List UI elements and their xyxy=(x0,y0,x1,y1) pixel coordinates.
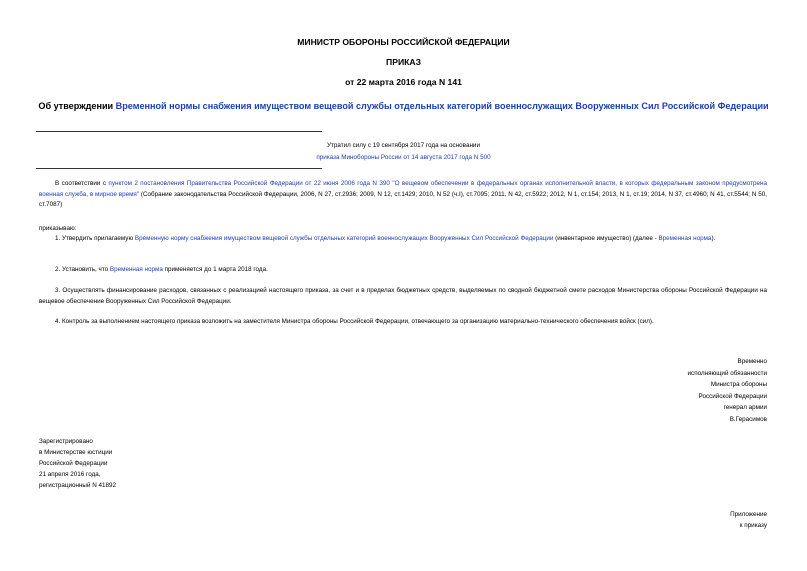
signature-line: В.Герасимов xyxy=(729,415,767,423)
item-1-text-2: (инвентарное имущество) (далее - xyxy=(553,235,659,242)
item-4: 4. Контроль за выполнением настоящего приказа возложить на заместителя Министра обороны Российской Федерации, отвечающего за организацию материально-технического обеспечения войск (сил). xyxy=(55,318,654,325)
document-title xyxy=(30,101,777,111)
item-2 xyxy=(39,265,767,276)
item-3: 3. Осуществлять финансирование расходов, связанных с реализацией настоящего приказа, за счет и в пределах бюджетных средств, выделяемых по сводной бюджетной смете расходов Министерства обороны Российской Федерации на вещевое обеспечение Вооруженных Сил Российской Федерации. xyxy=(39,287,767,305)
registration-line: регистрационный N 41892 xyxy=(39,482,117,489)
order-word: приказываю: xyxy=(39,225,77,232)
item-2-text-2: применяется до 1 марта 2018 года. xyxy=(162,266,268,273)
item-2-link[interactable]: Временная норма xyxy=(109,266,163,273)
status-line: Утратил силу с 19 сентября 2017 года на основании xyxy=(327,142,480,149)
item-1-text: 1. Утвердить прилагаемую xyxy=(55,235,135,242)
item-1 xyxy=(39,234,767,245)
divider-bottom xyxy=(36,168,322,169)
status-link[interactable]: приказа Минобороны России от 14 августа 2017 года N 500 xyxy=(316,154,491,161)
preamble-text-2: (Собрание законодательства Российской Федерации, 2006, N 27, ст.2936; 2009, N 12, ст.1429; 2010, N 52 (ч.I), ст.7095; 2011, N 42, ст.5922; 2012, N 1, ст.154; 2013, N 1, ст.19; 2014, N 37, ст.4960; N 41, ст.5544; N 50, ст.7087) xyxy=(39,190,767,208)
signature-line: Министра обороны xyxy=(710,381,767,388)
divider-top xyxy=(36,131,322,132)
item-1-text-3: ). xyxy=(711,235,716,242)
signature-line: Российской Федерации xyxy=(698,392,767,400)
title-prefix: Об утверждении xyxy=(38,101,116,111)
item-2-text: 2. Установить, что xyxy=(55,266,110,273)
registration-line: Российской Федерации xyxy=(39,460,108,467)
registration-line: в Министерстве юстиции xyxy=(39,449,113,456)
appendix-block xyxy=(647,510,767,531)
signature-line: Временно xyxy=(737,358,767,365)
item-1-link-2[interactable]: Временная норма xyxy=(658,235,712,242)
date-number-heading: от 22 марта 2016 года N 141 xyxy=(345,77,462,87)
registration-line: 21 апреля 2016 года, xyxy=(39,471,101,478)
registration-line: Зарегистрировано xyxy=(39,438,93,445)
title-link[interactable]: Временной нормы снабжения имуществом вещевой службы отдельных категорий военнослужащих Вооруженных Сил Российской Федерации xyxy=(115,101,769,111)
signature-block xyxy=(567,356,767,425)
registration-block xyxy=(39,436,239,491)
status-link-line xyxy=(0,152,807,164)
appendix-line: Приложение xyxy=(730,511,767,518)
authority-heading: МИНИСТР ОБОРОНЫ РОССИЙСКОЙ ФЕДЕРАЦИИ xyxy=(297,37,510,47)
preamble-paragraph xyxy=(39,179,767,211)
preamble-link[interactable]: пунктом 2 постановления Правительства Российской Федерации от 22 июня 2006 года N 390 "О вещевом обеспечении в федеральных органах исполнительной власти, в которых федеральным законом предусмотрена военная служба, в мирное время" xyxy=(39,180,767,198)
doc-type-heading: ПРИКАЗ xyxy=(386,57,421,67)
item-1-link[interactable]: Временную норму снабжения имуществом вещевой службы отдельных категорий военнослужащих Вооруженных Сил Российской Федерации xyxy=(134,235,554,242)
preamble-text: В соответствии с xyxy=(55,180,109,187)
signature-line: исполняющий обязанности xyxy=(687,369,767,377)
appendix-line: к приказу xyxy=(739,521,767,529)
signature-line: генерал армии xyxy=(723,404,767,411)
